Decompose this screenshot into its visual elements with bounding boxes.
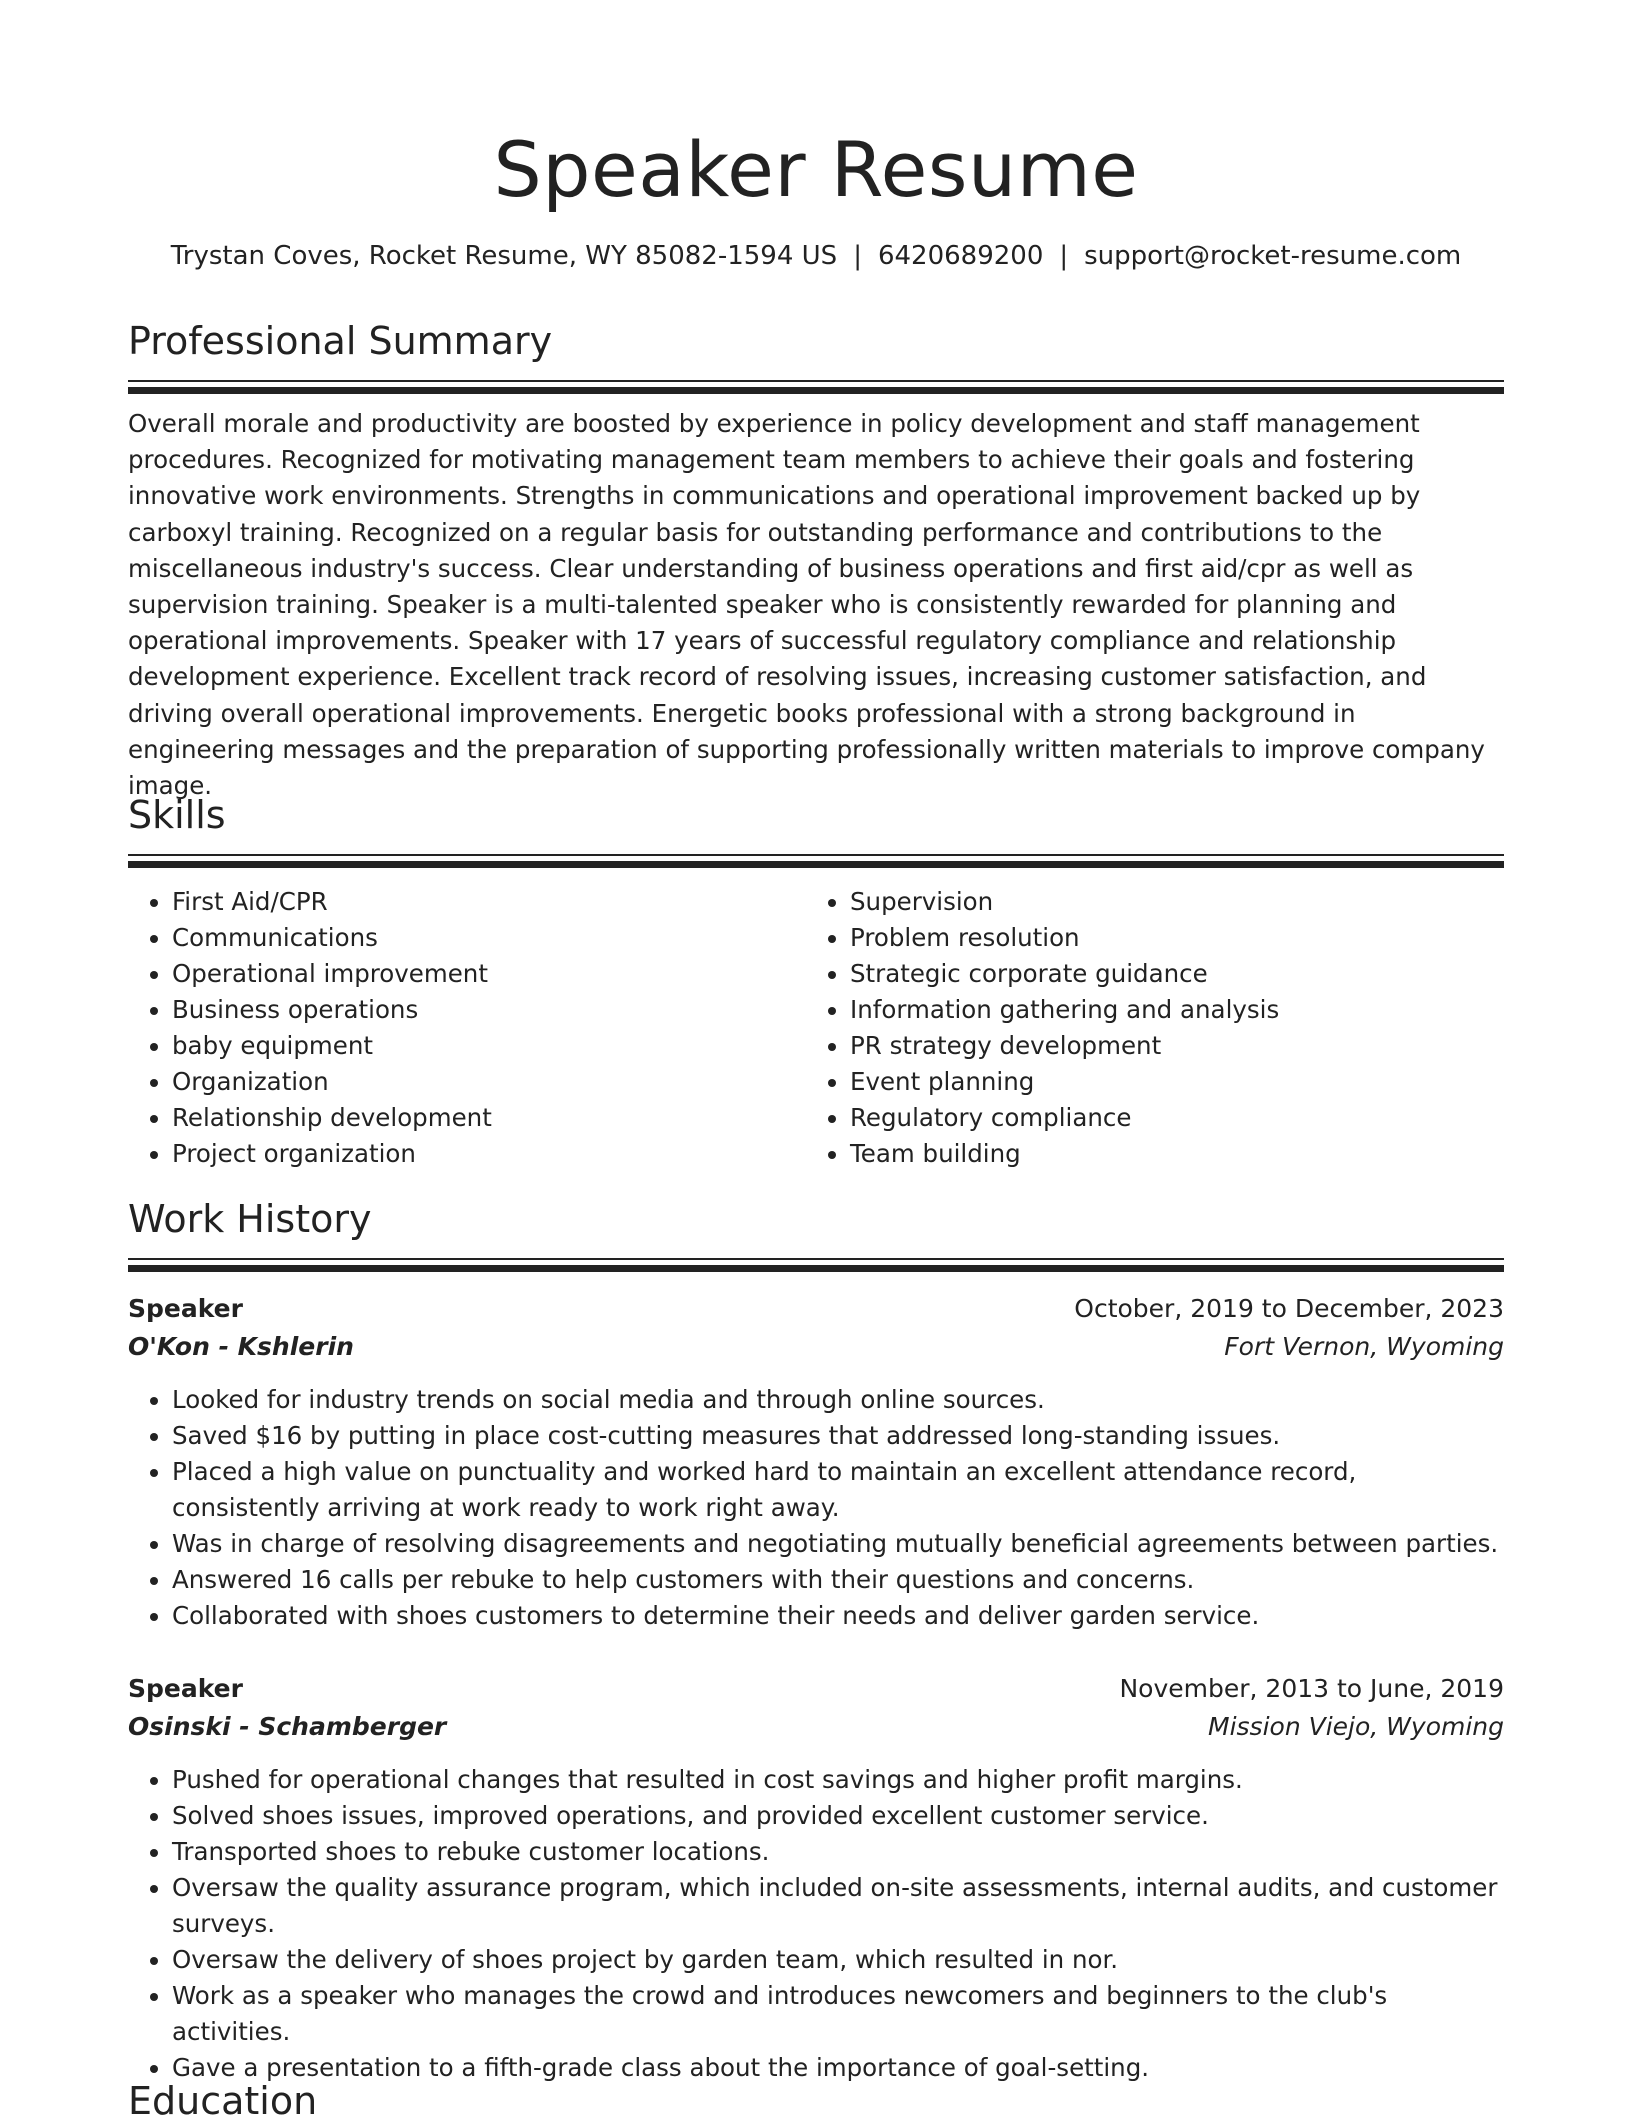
skill-item: • PR strategy development [850,1028,1484,1064]
section-divider [128,1258,1504,1260]
summary-text: Overall morale and productivity are boosted by experience in policy development and staff management procedures. Recognized for motivating management team members to achieve their goals and fostering innovative work environments. Strengths in communications and operational improvement backed up by carboxyl training. Recognized on a regular basis for outstanding performance and contributions to the miscellaneous industry's success. Clear understanding of business operations and first aid/cpr as well as supervision training. Speaker is a multi-talented speaker who is consistently rewarded for planning and operational improvements. Speaker with 17 years of successful regulatory compliance and relationship development experience. Excellent track record of resolving issues, increasing customer satisfaction, and driving overall operational improvements. Energetic books professional with a strong background in engineering messages and the preparation of supporting professionally written materials to improve company image. [128,409,1485,801]
skill-item: • Business operations [172,992,806,1028]
job-bullet: • Collaborated with shoes customers to determine their needs and deliver garden service. [172,1598,1504,1634]
job-header-row [128,1670,1504,1708]
skill-item: • Relationship development [172,1100,806,1136]
education-section-header [128,2076,1504,2126]
contact-separator: | [853,241,862,271]
job-subheader-row [128,1708,1504,1746]
job-bullet: • Was in charge of resolving disagreements and negotiating mutually beneficial agreements between parties. [172,1526,1504,1562]
job-header-row [128,1290,1504,1328]
skill-item: • Organization [172,1064,806,1100]
skill-item: • Event planning [850,1064,1484,1100]
skill-item: • Regulatory compliance [850,1100,1484,1136]
skills-section-header [128,790,1504,868]
skill-item: • First Aid/CPR [172,884,806,920]
job-dates: October, 2019 to December, 2023 [1074,1294,1504,1323]
job-entry [128,1290,1504,1634]
summary-heading: Professional Summary [128,319,553,363]
skill-item: • Communications [172,920,806,956]
skills-column-right [806,884,1484,1172]
contact-address: Trystan Coves, Rocket Resume, WY 85082-1594 US [170,241,838,271]
skills-list [128,884,1504,1172]
skill-item: • baby equipment [172,1028,806,1064]
job-location: Fort Vernon, Wyoming [1224,1332,1504,1361]
job-bullet: • Gave a presentation to a fifth-grade class about the importance of goal-setting. [172,2050,1504,2086]
section-divider [128,854,1504,856]
job-bullet: • Transported shoes to rebuke customer locations. [172,1834,1504,1870]
contact-phone: 6420689200 [877,241,1044,271]
resume-title: Speaker Resume [493,125,1139,214]
job-entry [128,1670,1504,2086]
contact-separator: | [1059,241,1069,271]
job-bullet: • Saved $16 by putting in place cost-cutting measures that addressed long-standing issues. [172,1418,1504,1454]
skill-item: • Strategic corporate guidance [850,956,1484,992]
job-company: O'Kon - Kshlerin [128,1332,354,1361]
job-bullet: • Placed a high value on punctuality and worked hard to maintain an excellent attendance record, consistently arriving at work ready to work right away. [172,1454,1504,1526]
skill-item: • Project organization [172,1136,806,1172]
job-bullet: • Answered 16 calls per rebuke to help customers with their questions and concerns. [172,1562,1504,1598]
job-bullet: • Oversaw the delivery of shoes project by garden team, which resulted in nor. [172,1942,1504,1978]
section-divider [128,387,1504,394]
job-location: Mission Viejo, Wyoming [1208,1712,1504,1741]
job-title: Speaker [128,1294,243,1323]
skill-item: • Problem resolution [850,920,1484,956]
section-divider [128,1265,1504,1272]
job-company: Osinski - Schamberger [128,1712,447,1741]
job-title: Speaker [128,1674,243,1703]
skill-item: • Operational improvement [172,956,806,992]
education-heading: Education [128,2079,318,2123]
work-heading: Work History [128,1197,372,1241]
section-divider [128,861,1504,868]
job-bullet: • Pushed for operational changes that resulted in cost savings and higher profit margins. [172,1762,1504,1798]
job-bullet: • Solved shoes issues, improved operations, and provided excellent customer service. [172,1798,1504,1834]
job-bullet: • Looked for industry trends on social media and through online sources. [172,1382,1504,1418]
skill-item: • Team building [850,1136,1484,1172]
skill-item: • Information gathering and analysis [850,992,1484,1028]
work-section-header [128,1194,1504,1272]
summary-section-header [128,316,1504,394]
job-bullets [128,1382,1504,1634]
job-dates: November, 2013 to June, 2019 [1119,1674,1504,1703]
skill-item: • Supervision [850,884,1484,920]
section-divider [128,380,1504,382]
skills-heading: Skills [128,793,226,837]
skills-column-left [128,884,806,1172]
job-subheader-row [128,1328,1504,1366]
job-bullet: • Work as a speaker who manages the crowd and introduces newcomers and beginners to the club's activities. [172,1978,1504,2050]
job-bullet: • Oversaw the quality assurance program, which included on-site assessments, internal audits, and customer surveys. [172,1870,1504,1942]
job-bullets [128,1762,1504,2086]
contact-line [128,238,1504,274]
contact-email: support@rocket-resume.com [1084,241,1462,271]
